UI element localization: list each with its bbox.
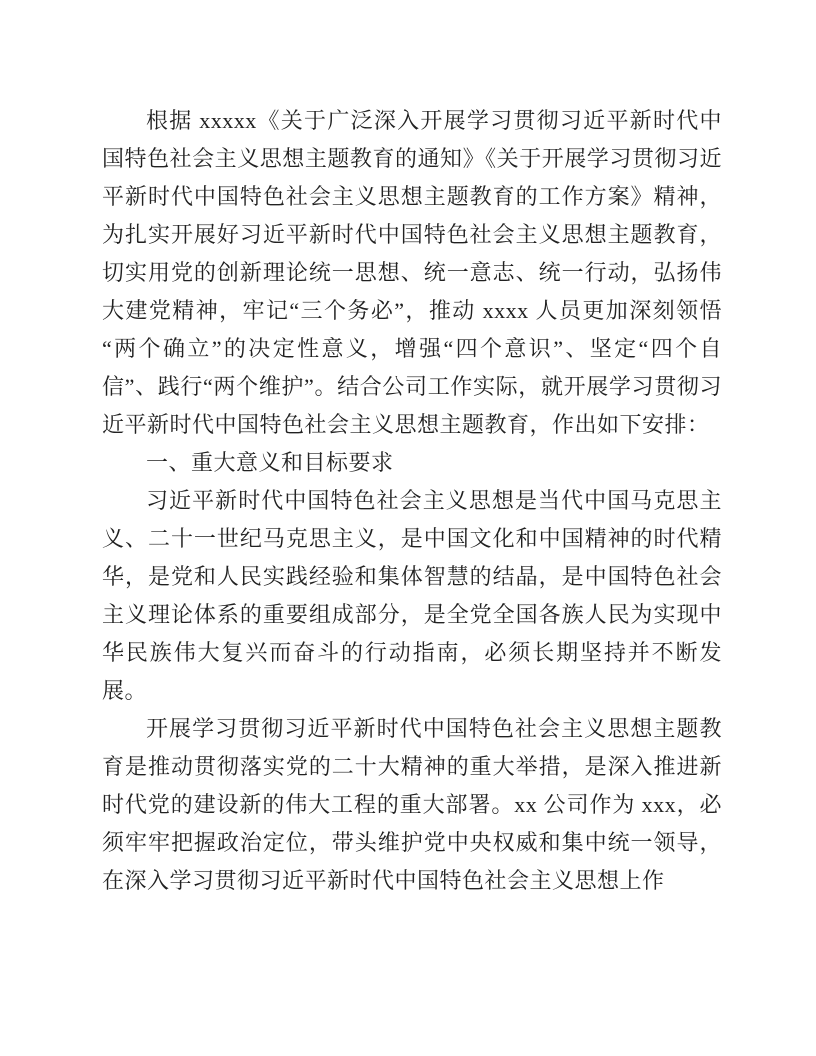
body-paragraph-education-deployment: 开展学习贯彻习近平新时代中国特色社会主义思想主题教育是推动贯彻落实党的二十大精神的重大举措，是深入推进新时代党的建设新的伟大工程的重大部署。xx 公司作为 xxx，必须牢牢把握政治定位，带头维护党中央权威和集中统一领导，在深入学习贯彻习近平新时代中国特色社会主义思想上作 [102, 716, 722, 893]
opening-paragraph: 根据 xxxxx《关于广泛深入开展学习贯彻习近平新时代中国特色社会主义思想主题教育的通知》《关于开展学习贯彻习近平新时代中国特色社会主义思想主题教育的工作方案》精神，为扎实开展好习近平新时代中国特色社会主义思想主题教育，切实用党的创新理论统一思想、统一意志、统一行动，弘扬伟大建党精神，牢记“三个务必”，推动 xxxx 人员更加深刻领悟“两个确立”的决定性意义，增强“四个意识”、坚定“四个自信”、践行“两个维护”。结合公司工作实际，就开展学习贯彻习近平新时代中国特色社会主义思想主题教育，作出如下安排： [102, 108, 722, 437]
section-heading-major-significance: 一、重大意义和目标要求 [146, 450, 394, 475]
body-paragraph-thought-significance: 习近平新时代中国特色社会主义思想是当代中国马克思主义、二十一世纪马克思主义，是中国文化和中国精神的时代精华，是党和人民实践经验和集体智慧的结晶，是中国特色社会主义理论体系的重要组成部分，是全党全国各族人民为实现中华民族伟大复兴而奋斗的行动指南，必须长期坚持并不断发展。 [102, 488, 722, 703]
